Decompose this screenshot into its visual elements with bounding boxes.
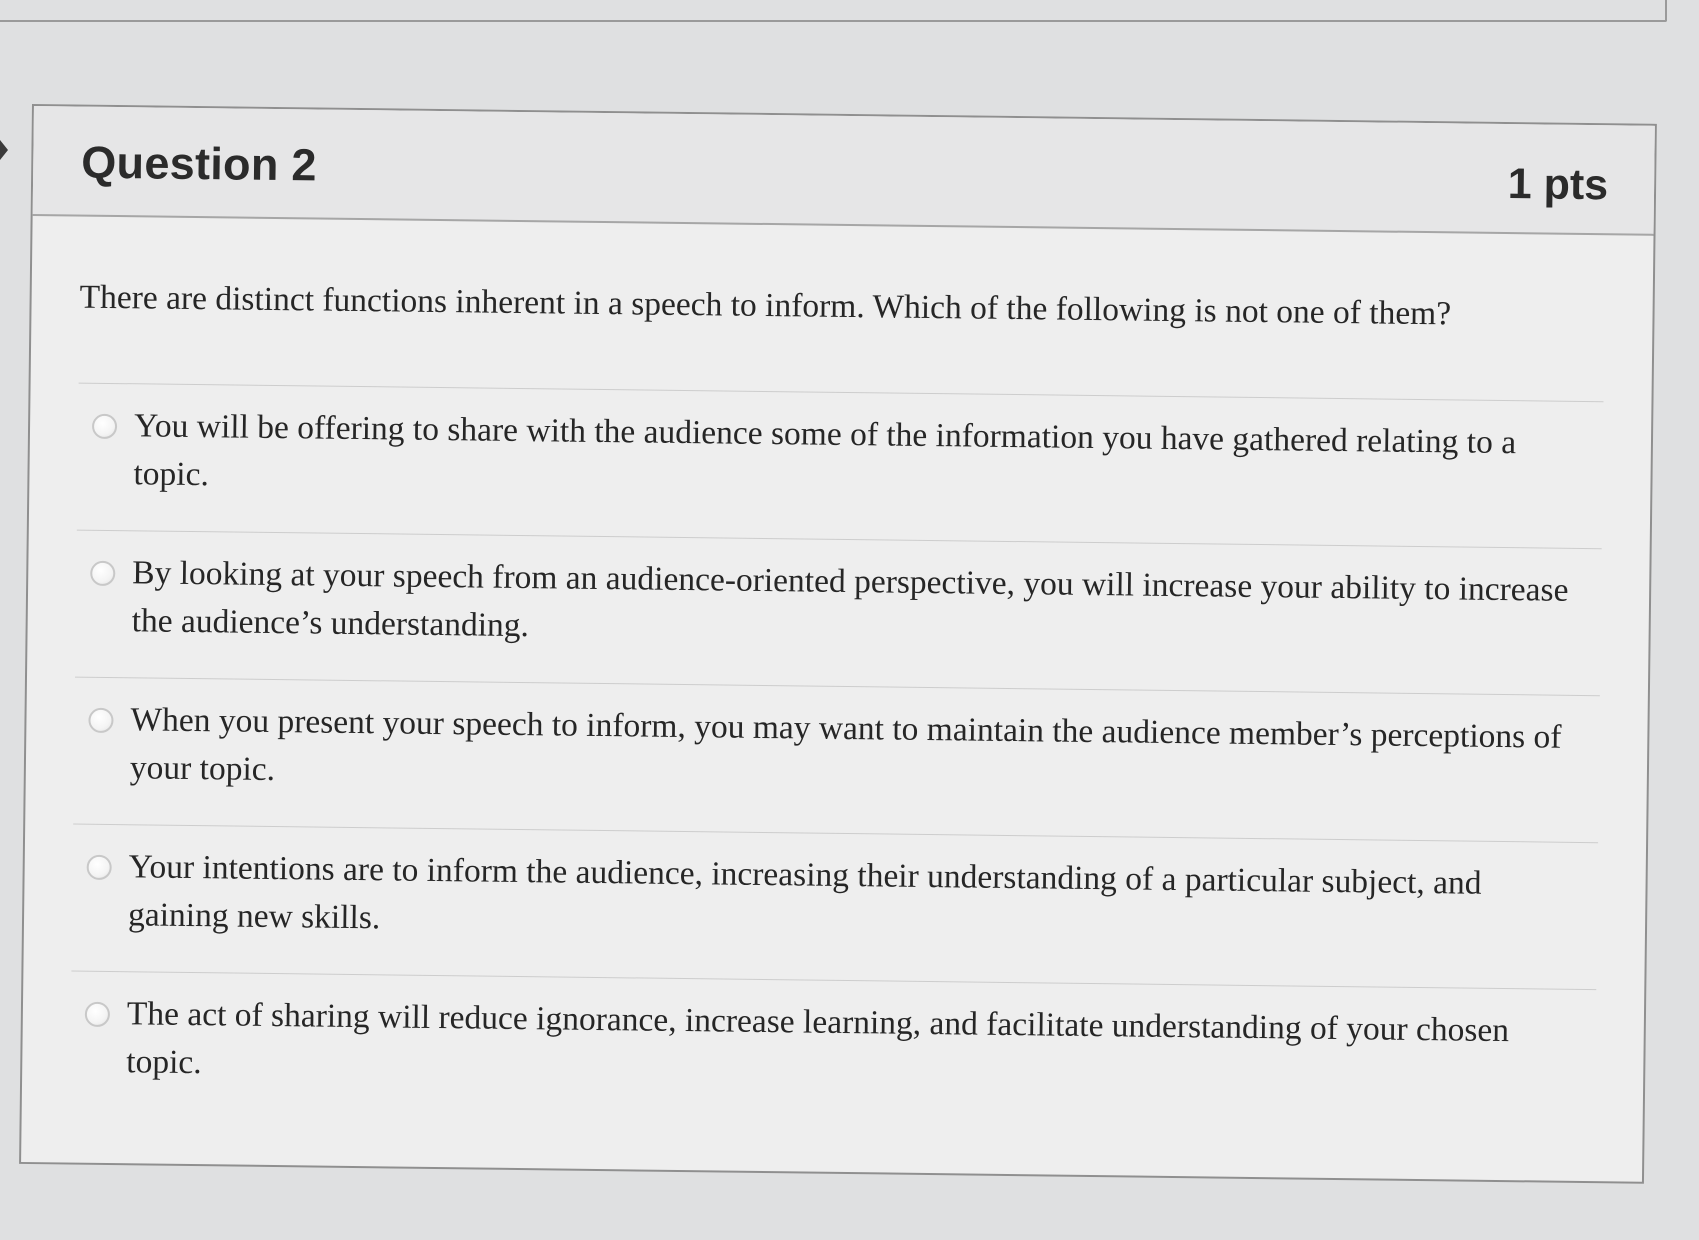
caret-right-icon — [0, 140, 8, 160]
answer-option[interactable] — [70, 971, 1597, 1137]
radio-button-icon[interactable] — [87, 855, 112, 880]
radio-button-icon[interactable] — [85, 1002, 110, 1027]
answer-option[interactable] — [71, 824, 1598, 990]
radio-button-icon[interactable] — [90, 561, 115, 586]
radio-button-icon[interactable] — [92, 414, 117, 439]
question-card — [19, 104, 1657, 1184]
question-points: 1 pts — [1507, 160, 1609, 210]
answer-list — [70, 383, 1604, 1137]
answer-option[interactable] — [77, 383, 1604, 549]
answer-label[interactable]: The act of sharing will reduce ignorance, increase learning, and facilitate understanding of your chosen topic. — [126, 995, 1510, 1082]
answer-label[interactable]: You will be offering to share with the audience some of the information you have gathered relating to a topic. — [133, 407, 1517, 494]
answer-label[interactable]: Your intentions are to inform the audience, increasing their understanding of a particular subject, and gaining new skills. — [127, 848, 1482, 937]
question-header — [33, 106, 1655, 236]
answer-option[interactable] — [73, 677, 1600, 843]
question-text: There are distinct functions inherent in a speech to inform. Which of the following is not one of them? — [79, 278, 1452, 333]
answer-option[interactable] — [75, 530, 1602, 696]
question-title: Question 2 — [80, 136, 318, 191]
answer-label[interactable]: When you present your speech to inform, you may want to maintain the audience member’s perceptions of your topic. — [129, 701, 1562, 789]
previous-question-frame — [0, 0, 1667, 22]
answer-label[interactable]: By looking at your speech from an audience-oriented perspective, you will increase your ability to increase the audience’s understanding. — [131, 554, 1569, 645]
radio-button-icon[interactable] — [88, 708, 113, 733]
